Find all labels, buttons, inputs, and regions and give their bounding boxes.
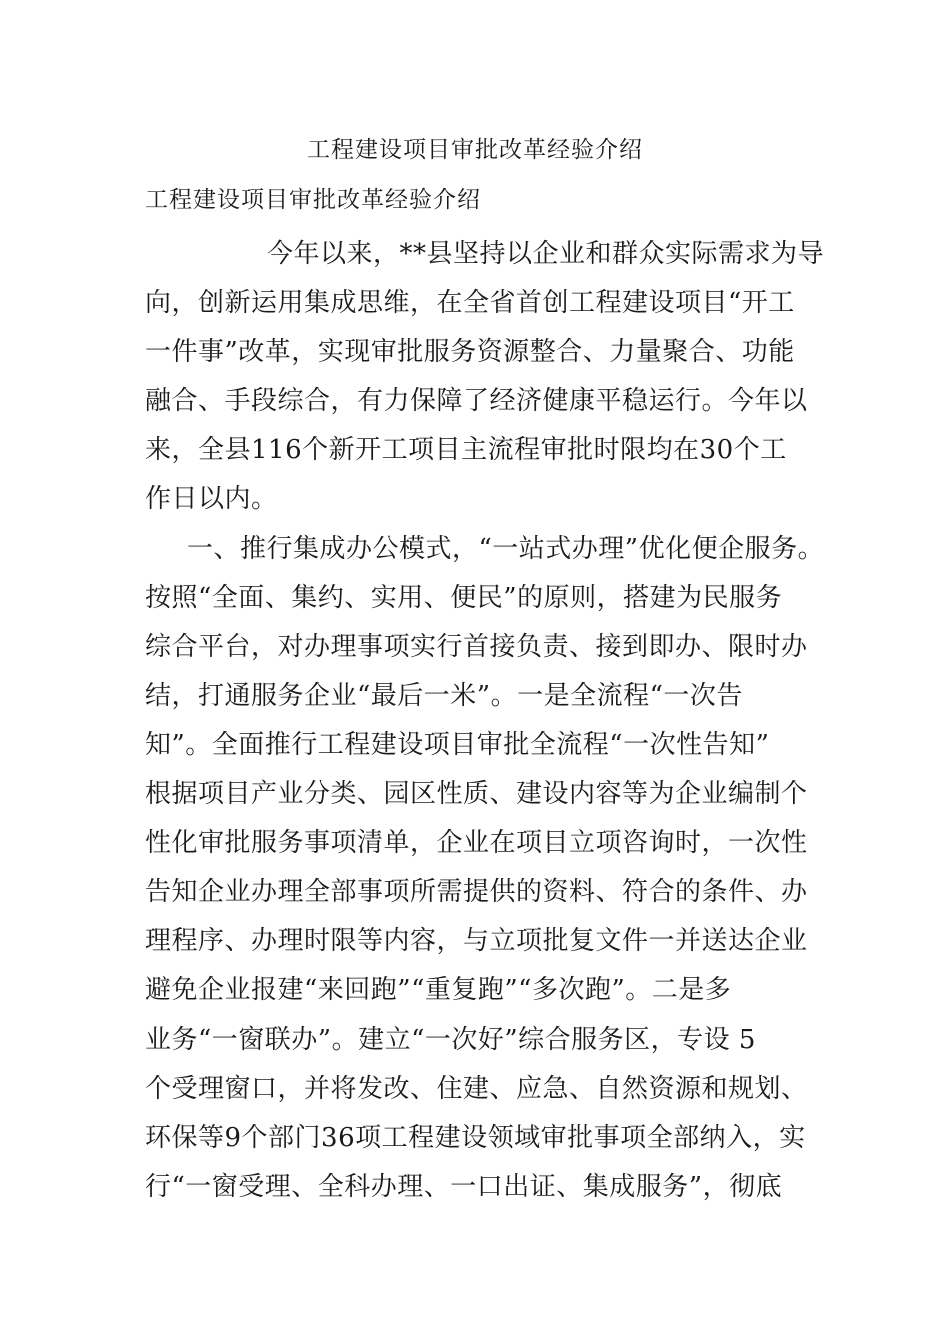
body-line: 避免企业报建“来回跑”“重复跑”“多次跑”。二是多 bbox=[145, 975, 732, 1006]
body-line: 作日以内。 bbox=[145, 484, 278, 515]
body-line: 理程序、办理时限等内容，与立项批复文件一并送达企业 bbox=[145, 926, 808, 957]
document-title: 工程建设项目审批改革经验介绍 bbox=[307, 137, 643, 163]
body-line: 个受理窗口，并将发改、住建、应急、自然资源和规划、 bbox=[145, 1073, 808, 1104]
document-body bbox=[145, 230, 825, 1212]
body-line: 根据项目产业分类、园区性质、建设内容等为企业编制个 bbox=[145, 779, 808, 810]
section-heading-line: 一、推行集成办公模式，“一站式办理”优化便企服务。 bbox=[187, 533, 825, 564]
body-line: 今年以来，**县坚持以企业和群众实际需求为导 bbox=[267, 239, 825, 269]
body-line: 一件事”改革，实现审批服务资源整合、力量聚合、功能 bbox=[145, 337, 795, 368]
body-line: 融合、手段综合，有力保障了经济健康平稳运行。今年以 bbox=[145, 386, 808, 417]
body-line: 性化审批服务事项清单，企业在项目立项咨询时，一次性 bbox=[145, 828, 808, 859]
body-line: 行“一窗受理、全科办理、一口出证、集成服务”，彻底 bbox=[145, 1171, 783, 1202]
body-line: 按照“全面、集约、实用、便民”的原则，搭建为民服务 bbox=[145, 582, 783, 613]
body-line: 告知企业办理全部事项所需提供的资料、符合的条件、办 bbox=[145, 877, 808, 908]
document-subtitle: 工程建设项目审批改革经验介绍 bbox=[145, 187, 481, 213]
body-line: 向，创新运用集成思维，在全省首创工程建设项目“开工 bbox=[145, 288, 795, 319]
body-line: 结，打通服务企业“最后一米”。一是全流程“一次告 bbox=[145, 680, 743, 711]
body-line: 业务“一窗联办”。建立“一次好”综合服务区，专设 5 bbox=[145, 1024, 756, 1055]
body-line: 来，全县116个新开工项目主流程审批时限均在30个工 bbox=[145, 435, 787, 466]
body-line: 环保等9个部门36项工程建设领域审批事项全部纳入，实 bbox=[145, 1122, 806, 1153]
body-line: 知”。全面推行工程建设项目审批全流程“一次性告知” bbox=[145, 729, 770, 760]
body-line: 综合平台，对办理事项实行首接负责、接到即办、限时办 bbox=[145, 631, 808, 662]
